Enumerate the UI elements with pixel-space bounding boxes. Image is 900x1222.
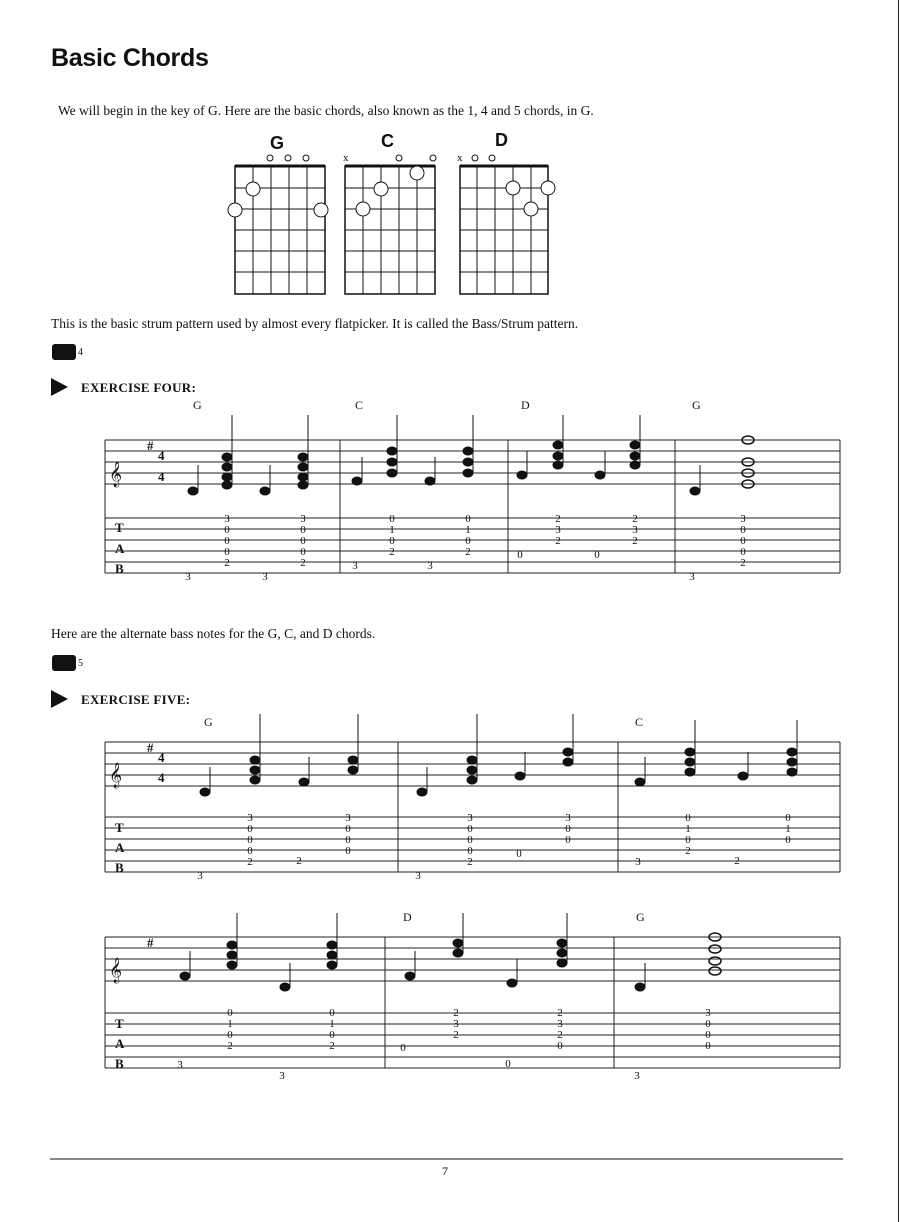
chord-diagram-c bbox=[343, 152, 436, 294]
audio-track-5[interactable]: 5 bbox=[52, 655, 83, 671]
svg-text:3: 3 bbox=[689, 571, 695, 583]
svg-text:0: 0 bbox=[565, 834, 571, 846]
svg-text:𝄞: 𝄞 bbox=[109, 461, 123, 486]
svg-text:0: 0 bbox=[705, 1029, 711, 1041]
svg-text:A: A bbox=[115, 1036, 125, 1051]
play-triangle-icon bbox=[51, 378, 68, 396]
svg-text:0: 0 bbox=[300, 524, 306, 536]
svg-text:0: 0 bbox=[740, 535, 746, 547]
chord-label: C bbox=[355, 398, 364, 412]
svg-text:0: 0 bbox=[300, 546, 306, 558]
tab-b: B bbox=[115, 860, 124, 875]
svg-text:2: 2 bbox=[557, 1007, 563, 1019]
page-edge bbox=[898, 0, 899, 1222]
svg-text:0: 0 bbox=[345, 845, 351, 857]
exercise-four-notation bbox=[100, 395, 845, 585]
svg-text:B: B bbox=[115, 1056, 124, 1071]
svg-text:0: 0 bbox=[467, 823, 473, 835]
svg-text:4: 4 bbox=[158, 750, 165, 765]
chord-name-g: G bbox=[270, 133, 285, 153]
svg-text:2: 2 bbox=[555, 535, 561, 547]
svg-text:0: 0 bbox=[345, 834, 351, 846]
svg-text:2: 2 bbox=[296, 855, 302, 867]
svg-text:2: 2 bbox=[734, 855, 740, 867]
svg-text:3: 3 bbox=[197, 870, 203, 882]
svg-text:3: 3 bbox=[565, 812, 571, 824]
svg-text:1: 1 bbox=[389, 524, 395, 536]
svg-text:0: 0 bbox=[705, 1040, 711, 1052]
tab-a: A bbox=[115, 840, 125, 855]
svg-text:3: 3 bbox=[635, 856, 641, 868]
svg-text:0: 0 bbox=[227, 1007, 233, 1019]
svg-text:0: 0 bbox=[594, 549, 600, 561]
svg-text:2: 2 bbox=[300, 557, 306, 569]
svg-text:0: 0 bbox=[565, 823, 571, 835]
svg-text:2: 2 bbox=[632, 535, 638, 547]
svg-text:3: 3 bbox=[345, 812, 351, 824]
svg-text:1: 1 bbox=[465, 524, 471, 536]
svg-text:4: 4 bbox=[158, 770, 165, 785]
svg-text:#: # bbox=[147, 740, 154, 755]
svg-text:2: 2 bbox=[467, 856, 473, 868]
svg-text:2: 2 bbox=[465, 546, 471, 558]
svg-text:1: 1 bbox=[227, 1018, 233, 1030]
chord-name-c: C bbox=[381, 131, 394, 151]
svg-text:T: T bbox=[115, 1016, 124, 1031]
svg-text:0: 0 bbox=[224, 524, 230, 536]
svg-text:2: 2 bbox=[453, 1007, 459, 1019]
svg-text:3: 3 bbox=[415, 870, 421, 882]
svg-text:2: 2 bbox=[740, 557, 746, 569]
svg-text:0: 0 bbox=[329, 1007, 335, 1019]
exercise-five-line1 bbox=[100, 712, 845, 882]
chord-label: G bbox=[636, 910, 645, 924]
chord-label: G bbox=[204, 715, 213, 729]
exercise-four-label: EXERCISE FOUR: bbox=[81, 380, 197, 395]
svg-text:3: 3 bbox=[300, 513, 306, 525]
svg-text:#: # bbox=[147, 935, 154, 950]
chord-diagrams bbox=[225, 148, 565, 298]
svg-text:3: 3 bbox=[262, 571, 268, 583]
svg-text:0: 0 bbox=[224, 546, 230, 558]
svg-text:0: 0 bbox=[740, 546, 746, 558]
svg-text:2: 2 bbox=[227, 1040, 233, 1052]
time-sig-top: 4 bbox=[158, 448, 165, 463]
svg-text:0: 0 bbox=[465, 535, 471, 547]
exercise-five-line2 bbox=[100, 905, 845, 1080]
tab-t: T bbox=[115, 520, 124, 535]
svg-text:3: 3 bbox=[467, 812, 473, 824]
svg-text:x: x bbox=[457, 152, 463, 164]
svg-text:0: 0 bbox=[517, 549, 523, 561]
svg-text:3: 3 bbox=[185, 571, 191, 583]
svg-text:3: 3 bbox=[352, 560, 358, 572]
svg-text:3: 3 bbox=[224, 513, 230, 525]
chord-diagram-g bbox=[228, 155, 328, 294]
chord-label: D bbox=[521, 398, 530, 412]
svg-text:0: 0 bbox=[465, 513, 471, 525]
audio-track-icon bbox=[52, 655, 76, 671]
svg-text:2: 2 bbox=[555, 513, 561, 525]
svg-text:0: 0 bbox=[740, 524, 746, 536]
svg-text:𝄞: 𝄞 bbox=[109, 957, 123, 982]
svg-text:0: 0 bbox=[224, 535, 230, 547]
svg-text:1: 1 bbox=[785, 823, 791, 835]
intro-text: We will begin in the key of G. Here are the basic chords, also known as the 1, 4 and 5 chords, in G. bbox=[58, 103, 594, 118]
audio-track-4[interactable]: 4 bbox=[52, 344, 83, 360]
svg-text:3: 3 bbox=[555, 524, 561, 536]
svg-text:0: 0 bbox=[227, 1029, 233, 1041]
svg-text:0: 0 bbox=[345, 823, 351, 835]
svg-text:x: x bbox=[343, 152, 349, 164]
svg-text:0: 0 bbox=[247, 845, 253, 857]
svg-text:0: 0 bbox=[400, 1042, 406, 1054]
svg-text:0: 0 bbox=[516, 848, 522, 860]
svg-text:2: 2 bbox=[329, 1040, 335, 1052]
svg-text:3: 3 bbox=[740, 513, 746, 525]
alt-bass-text: Here are the alternate bass notes for the G, C, and D chords. bbox=[51, 626, 376, 641]
svg-text:0: 0 bbox=[705, 1018, 711, 1030]
svg-text:3: 3 bbox=[177, 1059, 183, 1071]
tab-b: B bbox=[115, 561, 124, 576]
chord-diagram-d bbox=[457, 152, 555, 294]
page-title: Basic Chords bbox=[51, 44, 209, 72]
svg-text:0: 0 bbox=[557, 1040, 563, 1052]
strum-text: This is the basic strum pattern used by almost every flatpicker. It is called the Bass/Strum pattern. bbox=[51, 316, 579, 331]
play-triangle-icon bbox=[51, 690, 68, 708]
svg-text:#: # bbox=[147, 438, 154, 453]
svg-text:3: 3 bbox=[453, 1018, 459, 1030]
svg-text:3: 3 bbox=[634, 1070, 640, 1080]
time-sig-bottom: 4 bbox=[158, 469, 165, 484]
svg-text:1: 1 bbox=[685, 823, 691, 835]
svg-text:1: 1 bbox=[329, 1018, 335, 1030]
svg-text:0: 0 bbox=[467, 834, 473, 846]
svg-text:0: 0 bbox=[785, 834, 791, 846]
svg-text:0: 0 bbox=[247, 823, 253, 835]
chord-name-d: D bbox=[495, 130, 508, 150]
svg-text:0: 0 bbox=[389, 513, 395, 525]
page-number: 7 bbox=[442, 1164, 448, 1178]
svg-text:0: 0 bbox=[685, 812, 691, 824]
svg-text:2: 2 bbox=[557, 1029, 563, 1041]
svg-text:2: 2 bbox=[247, 856, 253, 868]
svg-text:0: 0 bbox=[685, 834, 691, 846]
svg-text:2: 2 bbox=[389, 546, 395, 558]
svg-text:3: 3 bbox=[557, 1018, 563, 1030]
svg-text:3: 3 bbox=[247, 812, 253, 824]
tab-a: A bbox=[115, 541, 125, 556]
chord-label: C bbox=[635, 715, 644, 729]
exercise-five-label: EXERCISE FIVE: bbox=[81, 692, 191, 707]
svg-text:2: 2 bbox=[453, 1029, 459, 1041]
svg-text:𝄞: 𝄞 bbox=[109, 762, 123, 787]
svg-text:0: 0 bbox=[785, 812, 791, 824]
svg-text:2: 2 bbox=[685, 845, 691, 857]
tab-t: T bbox=[115, 820, 124, 835]
chord-label: G bbox=[692, 398, 701, 412]
svg-text:2: 2 bbox=[632, 513, 638, 525]
svg-text:0: 0 bbox=[389, 535, 395, 547]
svg-text:2: 2 bbox=[224, 557, 230, 569]
svg-text:3: 3 bbox=[427, 560, 433, 572]
svg-text:0: 0 bbox=[329, 1029, 335, 1041]
svg-text:0: 0 bbox=[467, 845, 473, 857]
svg-text:3: 3 bbox=[632, 524, 638, 536]
svg-text:3: 3 bbox=[705, 1007, 711, 1019]
footer-rule bbox=[50, 1158, 843, 1160]
chord-label: G bbox=[193, 398, 202, 412]
svg-text:3: 3 bbox=[279, 1070, 285, 1080]
audio-track-icon bbox=[52, 344, 76, 360]
svg-text:0: 0 bbox=[247, 834, 253, 846]
svg-text:0: 0 bbox=[505, 1058, 511, 1070]
svg-text:0: 0 bbox=[300, 535, 306, 547]
chord-label: D bbox=[403, 910, 412, 924]
